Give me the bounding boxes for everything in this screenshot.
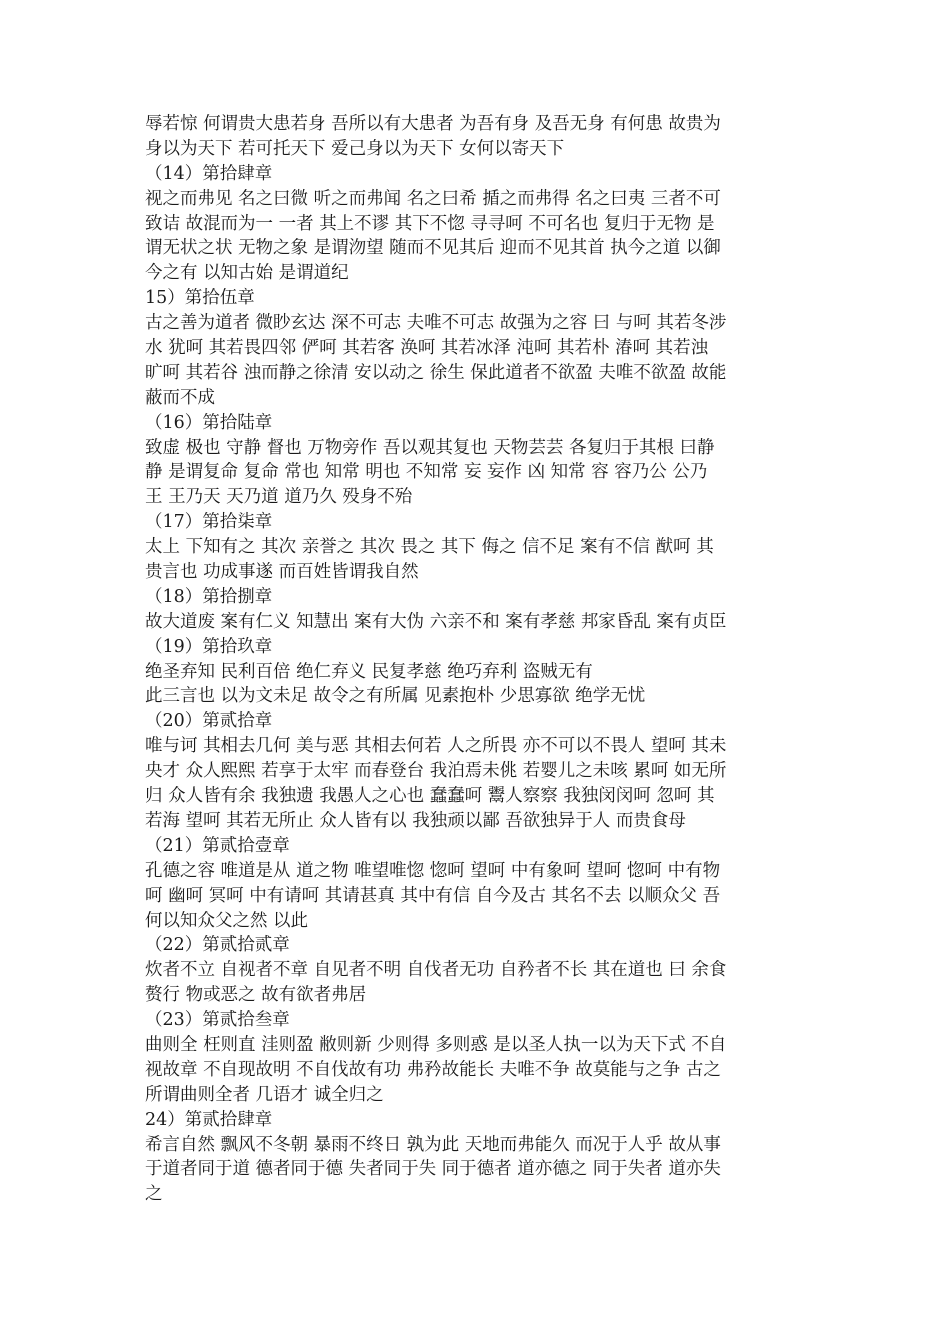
text-line: 致诘 故混而为一 一者 其上不谬 其下不惚 寻寻呵 不可名也 复归于无物 是 (145, 213, 715, 234)
text-line: 故大道废 案有仁义 知慧出 案有大伪 六亲不和 案有孝慈 邦家昏乱 案有贞臣 (145, 611, 727, 632)
chapter-heading: 24）第贰拾肆章 (145, 1109, 273, 1130)
text-line: 致虚 极也 守静 督也 万物旁作 吾以观其复也 天物芸芸 各复归于其根 曰静 (145, 437, 715, 458)
text-line: 希言自然 飘风不冬朝 暴雨不终日 孰为此 天地而弗能久 而况于人乎 故从事 (145, 1134, 721, 1155)
chapter-heading: （16）第拾陆章 (145, 412, 273, 433)
chapter-heading: （19）第拾玖章 (145, 636, 273, 657)
text-line: 若海 望呵 其若无所止 众人皆有以 我独顽以鄙 吾欲独异于人 而贵食母 (145, 810, 686, 831)
text-line: 贵言也 功成事遂 而百姓皆谓我自然 (145, 562, 419, 583)
text-line: 绝圣弃知 民利百倍 绝仁弃义 民复孝慈 绝巧弃利 盗贼无有 (145, 661, 593, 682)
text-line: 归 众人皆有余 我独遗 我愚人之心也 蠢蠢呵 鬻人察察 我独闵闵呵 忽呵 其 (145, 786, 715, 807)
text-line: 太上 下知有之 其次 亲誉之 其次 畏之 其下 侮之 信不足 案有不信 猷呵 其 (145, 537, 714, 558)
chapter-heading: 15）第拾伍章 (145, 288, 255, 309)
chapter-heading: （22）第贰拾贰章 (145, 935, 290, 956)
chapter-heading: （21）第贰拾壹章 (145, 835, 290, 856)
document-body (145, 112, 811, 1207)
text-line: 曲则全 枉则直 洼则盈 敝则新 少则得 多则惑 是以圣人执一以为天下式 不自 (145, 1034, 727, 1055)
text-line: 水 犹呵 其若畏四邻 俨呵 其若客 涣呵 其若冰泽 沌呵 其若朴 湷呵 其若浊 (145, 338, 709, 359)
chapter-heading: （14）第拾肆章 (145, 163, 273, 184)
text-line: 之 (145, 1184, 163, 1205)
chapter-heading: （17）第拾柒章 (145, 512, 273, 533)
text-line: 视之而弗见 名之曰微 听之而弗闻 名之曰希 揗之而弗得 名之曰夷 三者不可 (145, 188, 721, 209)
text-line: 旷呵 其若谷 浊而静之徐清 安以动之 徐生 保此道者不欲盈 夫唯不欲盈 故能 (145, 362, 727, 383)
text-line: 炊者不立 自视者不章 自见者不明 自伐者无功 自矜者不长 其在道也 曰 余食 (145, 960, 727, 981)
text-line: 静 是谓复命 复命 常也 知常 明也 不知常 妄 妄作 凶 知常 容 容乃公 公乃 (145, 462, 708, 483)
text-line: 所谓曲则全者 几语才 诚全归之 (145, 1084, 384, 1105)
text-line: 孔德之容 唯道是从 道之物 唯望唯惚 惚呵 望呵 中有象呵 望呵 惚呵 中有物 (145, 860, 721, 881)
text-line: 王 王乃天 天乃道 道乃久 殁身不殆 (145, 487, 413, 508)
text-line: 于道者同于道 德者同于德 失者同于失 同于德者 道亦德之 同于失者 道亦失 (145, 1159, 721, 1180)
text-line: 呵 幽呵 冥呵 中有请呵 其请甚真 其中有信 自今及古 其名不去 以顺众父 吾 (145, 885, 721, 906)
chapter-heading: （18）第拾捌章 (145, 586, 273, 607)
text-line: 身以为天下 若可托天下 爱己身以为天下 女何以寄天下 (145, 138, 565, 159)
text-line: 央才 众人熙熙 若享于太牢 而春登台 我泊焉未佻 若婴儿之未咳 累呵 如无所 (145, 761, 727, 782)
text-line: 视故章 不自现故明 不自伐故有功 弗矜故能长 夫唯不争 故莫能与之争 古之 (145, 1059, 721, 1080)
text-line: 谓无状之状 无物之象 是谓沕望 随而不见其后 迎而不见其首 执今之道 以御 (145, 238, 721, 259)
text-line: 蔽而不成 (145, 387, 215, 408)
text-line: 唯与诃 其相去几何 美与恶 其相去何若 人之所畏 亦不可以不畏人 望呵 其未 (145, 736, 727, 757)
text-line: 赘行 物或恶之 故有欲者弗居 (145, 985, 367, 1006)
text-line: 何以知众父之然 以此 (145, 910, 309, 931)
chapter-heading: （20）第贰拾章 (145, 711, 273, 732)
text-line: 此三言也 以为文未足 故令之有所属 见素抱朴 少思寡欲 绝学无忧 (145, 686, 646, 707)
text-line: 古之善为道者 微眇玄达 深不可志 夫唯不可志 故强为之容 曰 与呵 其若冬涉 (145, 313, 727, 334)
chapter-heading: （23）第贰拾叁章 (145, 1010, 290, 1031)
text-line: 今之有 以知古始 是谓道纪 (145, 263, 349, 284)
text-line: 辱若惊 何谓贵大患若身 吾所以有大患者 为吾有身 及吾无身 有何患 故贵为 (145, 114, 721, 134)
